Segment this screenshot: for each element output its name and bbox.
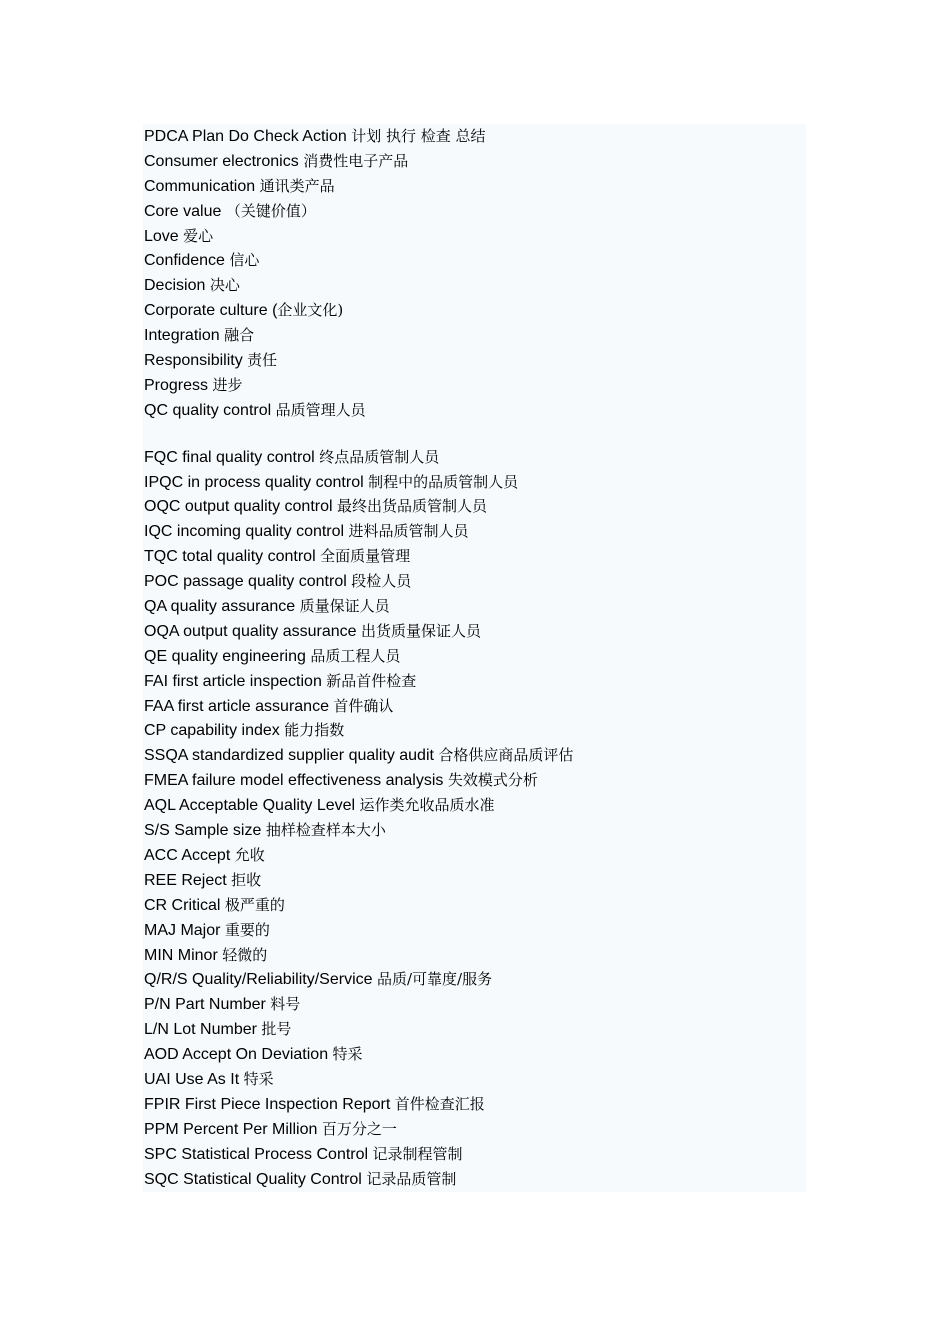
glossary-line — [144, 967, 804, 992]
term-chinese: 企业文化) — [277, 301, 344, 320]
term-chinese: 合格供应商品质评估 — [438, 746, 574, 765]
glossary-line — [144, 149, 804, 174]
term-chinese: 料号 — [270, 995, 301, 1014]
term-english: L/N Lot Number — [144, 1021, 257, 1039]
term-english: FPIR First Piece Inspection Report — [144, 1095, 391, 1113]
glossary-line — [144, 174, 804, 199]
glossary-line — [144, 323, 804, 348]
glossary-line — [144, 569, 804, 594]
glossary-line — [144, 519, 804, 544]
glossary-line — [144, 918, 804, 943]
glossary-line — [144, 544, 804, 569]
glossary-line — [144, 1067, 804, 1092]
term-english: Consumer electronics — [144, 152, 299, 170]
term-chinese: 批号 — [261, 1020, 292, 1039]
term-english: OQC output quality control — [144, 498, 333, 516]
glossary-line — [144, 843, 804, 868]
term-chinese: 首件检查汇报 — [394, 1094, 485, 1113]
term-english: UAI Use As It — [144, 1070, 240, 1088]
term-chinese: 失效模式分析 — [447, 771, 538, 790]
glossary-line — [144, 445, 804, 470]
term-chinese: 信心 — [229, 251, 260, 270]
term-english: SPC Statistical Process Control — [144, 1145, 369, 1163]
term-chinese: 段检人员 — [351, 572, 412, 591]
term-english: CP capability index — [144, 722, 280, 740]
glossary-line — [144, 893, 804, 918]
term-english: MIN Minor — [144, 946, 218, 964]
glossary-line — [144, 743, 804, 768]
term-chinese: 进步 — [212, 375, 243, 394]
glossary-group-quality-terms — [144, 445, 804, 1192]
term-english: IPQC in process quality control — [144, 473, 364, 491]
term-english: QE quality engineering — [144, 647, 306, 665]
glossary-line — [144, 943, 804, 968]
term-english: Confidence — [144, 252, 225, 270]
term-chinese: 爱心 — [183, 226, 214, 245]
glossary-line — [144, 273, 804, 298]
term-english: Corporate culture ( — [144, 302, 278, 320]
term-english: PPM Percent Per Million — [144, 1120, 318, 1138]
term-english: ACC Accept — [144, 846, 231, 864]
glossary-line — [144, 124, 804, 149]
glossary-line — [144, 1042, 804, 1067]
glossary-line — [144, 644, 804, 669]
term-english: SQC Statistical Quality Control — [144, 1170, 362, 1188]
term-chinese: 全面质量管理 — [320, 547, 411, 566]
term-chinese: 出货质量保证人员 — [361, 621, 482, 640]
term-english: IQC incoming quality control — [144, 523, 345, 541]
glossary-line — [144, 793, 804, 818]
term-english: FQC final quality control — [144, 448, 315, 466]
term-chinese: 责任 — [247, 351, 278, 370]
term-english: Responsibility — [144, 352, 243, 370]
term-english: REE Reject — [144, 871, 227, 889]
paragraph-gap — [144, 423, 804, 445]
term-english: S/S Sample size — [144, 822, 262, 840]
glossary-line — [144, 199, 804, 224]
glossary-line — [144, 398, 804, 423]
term-english: PDCA Plan Do Check Action — [144, 128, 347, 145]
glossary-line — [144, 373, 804, 398]
term-chinese: 特采 — [332, 1045, 363, 1064]
term-chinese: 决心 — [209, 276, 240, 295]
term-english: CR Critical — [144, 896, 221, 914]
glossary-line — [144, 470, 804, 495]
term-english: Q/R/S Quality/Reliability/Service — [144, 971, 373, 989]
term-english: FAA first article assurance — [144, 697, 329, 715]
glossary-group-general — [144, 124, 804, 423]
glossary-line — [144, 224, 804, 249]
term-chinese: 质量保证人员 — [299, 597, 390, 616]
term-chinese: 新品首件检查 — [326, 671, 417, 690]
term-english: Communication — [144, 177, 256, 195]
glossary-line — [144, 1092, 804, 1117]
term-english: Decision — [144, 277, 206, 295]
glossary-line — [144, 1117, 804, 1142]
glossary-line — [144, 992, 804, 1017]
glossary-line — [144, 248, 804, 273]
term-chinese: 重要的 — [224, 920, 270, 939]
glossary-line — [144, 768, 804, 793]
glossary-line — [144, 818, 804, 843]
term-chinese: 品质/可靠度/服务 — [376, 970, 493, 989]
term-chinese: 品质管理人员 — [275, 400, 366, 419]
term-english: Progress — [144, 376, 209, 394]
term-chinese: 特采 — [243, 1069, 274, 1088]
term-chinese: 允收 — [234, 845, 265, 864]
glossary-line — [144, 1017, 804, 1042]
term-chinese: 进料品质管制人员 — [348, 522, 469, 541]
term-chinese: 轻微的 — [222, 945, 268, 964]
glossary-line — [144, 594, 804, 619]
term-chinese: 记录制程管制 — [372, 1144, 463, 1163]
term-english: SSQA standardized supplier quality audit — [144, 747, 434, 765]
term-chinese: 融合 — [224, 326, 255, 345]
term-english: AOD Accept On Deviation — [144, 1046, 329, 1064]
glossary-line — [144, 1142, 804, 1167]
term-english: FMEA failure model effectiveness analysis — [144, 772, 444, 790]
glossary-line — [144, 1167, 804, 1192]
term-chinese: 运作类允收品质水准 — [359, 796, 495, 815]
term-chinese: 抽样检查样本大小 — [265, 821, 386, 840]
term-english: Core value — [144, 202, 222, 220]
term-chinese: 记录品质管制 — [366, 1169, 457, 1188]
term-english: FAI first article inspection — [144, 672, 322, 690]
term-chinese: 计划 执行 检查 总结 — [351, 127, 486, 145]
term-english: TQC total quality control — [144, 548, 316, 566]
glossary-line — [144, 718, 804, 743]
term-english: Integration — [144, 327, 220, 345]
term-chinese: 终点品质管制人员 — [319, 447, 440, 466]
term-chinese: 消费性电子产品 — [303, 151, 409, 170]
term-chinese: （关键价值） — [225, 201, 316, 220]
term-english: QA quality assurance — [144, 598, 296, 616]
term-english: POC passage quality control — [144, 573, 347, 591]
term-chinese: 最终出货品质管制人员 — [337, 497, 488, 516]
term-chinese: 百万分之一 — [321, 1119, 397, 1138]
term-english: AQL Acceptable Quality Level — [144, 797, 356, 815]
glossary-line — [144, 494, 804, 519]
glossary-line — [144, 619, 804, 644]
term-english: P/N Part Number — [144, 996, 266, 1014]
term-chinese: 通讯类产品 — [259, 176, 335, 195]
glossary-line — [144, 348, 804, 373]
glossary-text — [144, 124, 804, 1191]
term-english: OQA output quality assurance — [144, 622, 357, 640]
term-chinese: 能力指数 — [284, 721, 345, 740]
term-chinese: 极严重的 — [224, 895, 285, 914]
glossary-line — [144, 868, 804, 893]
glossary-line — [144, 694, 804, 719]
term-chinese: 拒收 — [231, 870, 262, 889]
term-chinese: 首件确认 — [333, 696, 394, 715]
term-english: MAJ Major — [144, 921, 221, 939]
term-chinese: 制程中的品质管制人员 — [368, 472, 519, 491]
term-chinese: 品质工程人员 — [310, 646, 401, 665]
term-english: QC quality control — [144, 401, 272, 419]
term-english: Love — [144, 227, 179, 245]
glossary-line — [144, 669, 804, 694]
glossary-line — [144, 298, 804, 323]
